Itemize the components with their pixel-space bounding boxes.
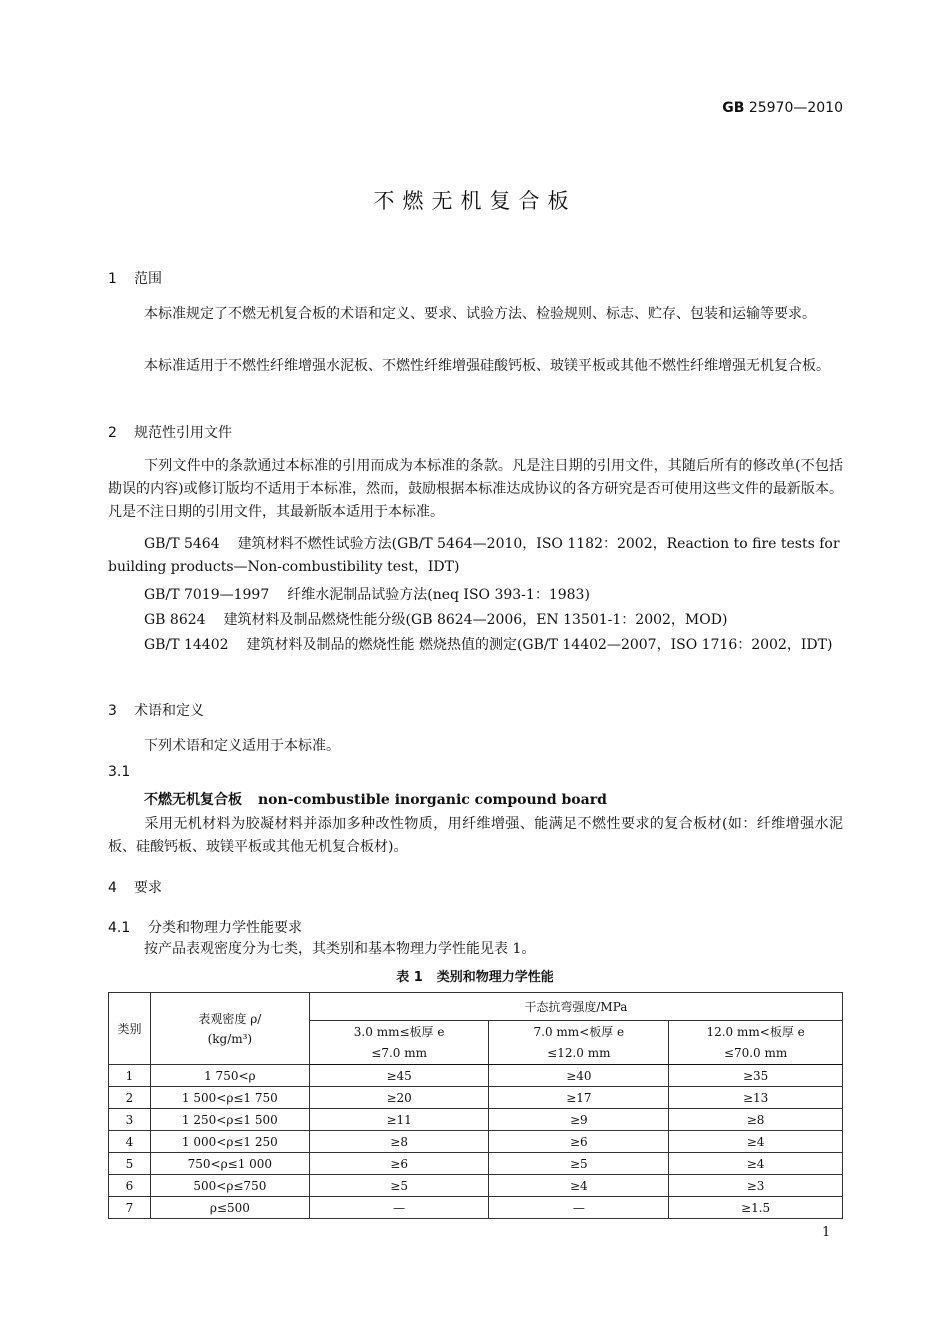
section-number: 2 xyxy=(108,425,117,441)
reference-item: GB/T 14402 建筑材料及制品的燃烧性能 燃烧热值的测定(GB/T 14402—2007，ISO 1716：2002，IDT) xyxy=(144,637,833,653)
table-row: 6 500<ρ≤750 ≥5 ≥4 ≥3 xyxy=(109,1175,843,1197)
table-row: 5 750<ρ≤1 000 ≥6 ≥5 ≥4 xyxy=(109,1153,843,1175)
section-title: 规范性引用文件 xyxy=(134,425,232,441)
table-row: 3 1 250<ρ≤1 500 ≥11 ≥9 ≥8 xyxy=(109,1109,843,1131)
section-4-heading xyxy=(108,877,162,897)
header-thickness-2b: ≤12.0 mm xyxy=(489,1043,669,1065)
page-number: 1 xyxy=(822,1225,831,1240)
subsection-4-1-heading xyxy=(108,917,302,937)
header-thickness-3a: 12.0 mm<板厚 e xyxy=(669,1021,843,1043)
reference-item: GB/T 5464 建筑材料不燃性试验方法(GB/T 5464—2010，ISO 1182：2002，Reaction to fire tests for building products—Non-combustibility test，IDT) xyxy=(108,536,840,575)
properties-table xyxy=(108,992,843,1219)
term-definition: 采用无机材料为胶凝材料并添加多种改性物质，用纤维增强、能满足不燃性要求的复合板材(如：纤维增强水泥板、硅酸钙板、玻镁平板或其他无机复合板材)。 xyxy=(108,816,843,855)
code-number: 25970—2010 xyxy=(748,100,843,116)
subsection-title: 分类和物理力学性能要求 xyxy=(148,920,302,936)
section-title: 范围 xyxy=(134,271,162,287)
section-2-paragraph-1: 下列文件中的条款通过本标准的引用而成为本标准的条款。凡是注日期的引用文件，其随后所有的修改单(不包括勘误的内容)或修订版均不适用于本标准，然而，鼓励根据本标准达成协议的各方研究是否可使用这些文件的最新版本。凡是不注日期的引用文件，其最新版本适用于本标准。 xyxy=(108,458,843,520)
document-code xyxy=(0,100,843,116)
subsection-number: 4.1 xyxy=(108,920,131,936)
section-1-paragraph-1: 本标准规定了不燃无机复合板的术语和定义、要求、试验方法、检验规则、标志、贮存、包装和运输等要求。 xyxy=(144,306,816,322)
header-thickness-1b: ≤7.0 mm xyxy=(309,1043,489,1065)
section-title: 要求 xyxy=(134,880,162,896)
table-row: 1 1 750<ρ ≥45 ≥40 ≥35 xyxy=(109,1065,843,1087)
term-heading xyxy=(144,789,607,809)
subsection-3-1-number: 3.1 xyxy=(108,764,131,780)
header-thickness-1a: 3.0 mm≤板厚 e xyxy=(309,1021,489,1043)
code-prefix: GB xyxy=(722,100,745,116)
section-title: 术语和定义 xyxy=(134,703,204,719)
term-chinese: 不燃无机复合板 xyxy=(144,792,242,808)
table-caption: 表 1 类别和物理力学性能 xyxy=(396,970,554,985)
header-thickness-3b: ≤70.0 mm xyxy=(669,1043,843,1065)
table-row: 4 1 000<ρ≤1 250 ≥8 ≥6 ≥4 xyxy=(109,1131,843,1153)
reference-item: GB 8624 建筑材料及制品燃烧性能分级(GB 8624—2006，EN 13501-1：2002，MOD) xyxy=(144,612,728,628)
table-row: 7 ρ≤500 — — ≥1.5 xyxy=(109,1197,843,1219)
reference-item: GB/T 7019—1997 纤维水泥制品试验方法(neq ISO 393-1：1983) xyxy=(144,587,590,603)
section-3-paragraph-1: 下列术语和定义适用于本标准。 xyxy=(144,738,340,754)
term-english: non-combustible inorganic compound board xyxy=(258,792,607,808)
section-number: 4 xyxy=(108,880,117,896)
section-number: 1 xyxy=(108,271,117,287)
section-3-heading xyxy=(108,700,204,720)
section-4-paragraph-1: 按产品表观密度分为七类，其类别和基本物理力学性能见表 1。 xyxy=(144,941,536,957)
section-2-heading xyxy=(108,422,232,442)
section-1-heading xyxy=(108,268,162,288)
section-1-paragraph-2: 本标准适用于不燃性纤维增强水泥板、不燃性纤维增强硅酸钙板、玻镁平板或其他不燃性纤维增强无机复合板。 xyxy=(144,358,830,374)
table-row: 2 1 500<ρ≤1 750 ≥20 ≥17 ≥13 xyxy=(109,1087,843,1109)
header-thickness-2a: 7.0 mm<板厚 e xyxy=(489,1021,669,1043)
page-title: 不燃无机复合板 xyxy=(373,189,577,213)
section-number: 3 xyxy=(108,703,117,719)
header-strength: 干态抗弯强度/MPa xyxy=(309,993,842,1021)
header-density: 表观密度 ρ/ (kg/m³) xyxy=(150,993,309,1065)
header-class: 类别 xyxy=(109,993,151,1065)
